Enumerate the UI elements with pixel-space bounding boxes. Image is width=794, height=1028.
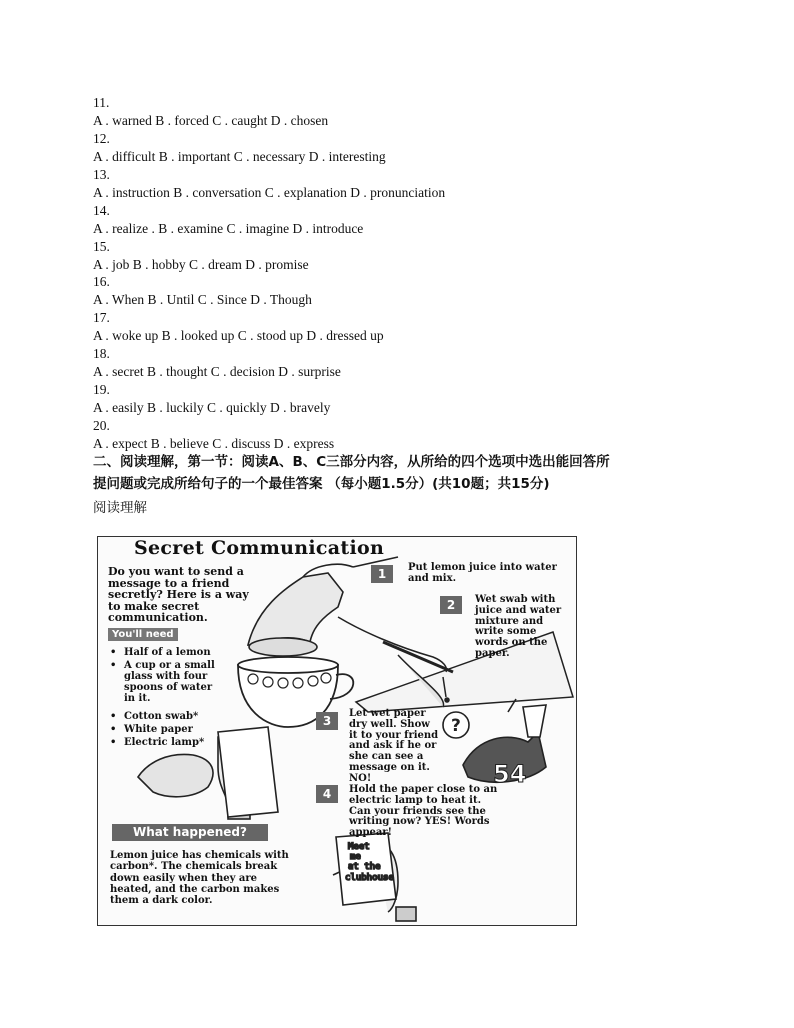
card-line: clubhouse — [345, 873, 394, 883]
step-number: 3 — [316, 712, 338, 730]
question-number: 20. — [93, 418, 110, 433]
step-text: Let wet paper dry well. Show it to your friend and ask if he or she can see a message on it. NO! — [349, 708, 439, 784]
question-number: 13. — [93, 167, 110, 182]
question-number: 17. — [93, 310, 110, 325]
what-happened-text: Lemon juice has chemicals with carbon*. The chemicals break down easily when they are heated, and the carbon makes them a dark color. — [110, 850, 289, 907]
secret-communication-poster — [97, 536, 577, 926]
message-card-illustration — [333, 833, 416, 921]
step-number: 1 — [371, 565, 393, 583]
question-number: 15. — [93, 239, 110, 254]
question-options: A . warned B . forced C . caught D . chosen — [93, 113, 329, 128]
need-label: You'll need — [108, 628, 178, 641]
need-item: • Half of a lemon — [108, 647, 226, 658]
step-text: Put lemon juice into water and mix. — [408, 562, 557, 584]
question-number: 18. — [93, 346, 110, 361]
step-number: 2 — [440, 596, 462, 614]
question-options: A . secret B . thought C . decision D . surprise — [93, 364, 341, 379]
need-list — [108, 647, 226, 706]
need-item: • A cup or a small glass with four spoons of water in it. — [108, 660, 226, 704]
question-number: 12. — [93, 131, 110, 146]
need-item: • Electric lamp* — [108, 737, 226, 748]
card-line: Meet — [348, 842, 370, 852]
svg-text:?: ? — [451, 716, 461, 736]
question-options: A . job B . hobby C . dream D . promise — [93, 257, 309, 272]
question-options: A . expect B . believe C . discuss D . express — [93, 436, 335, 451]
what-happened-label: What happened? — [112, 824, 268, 841]
step-text: Hold the paper close to an electric lamp to heat it. Can your friends see the writing now? YES! Words appear! — [349, 784, 498, 839]
question-options: A . When B . Until C . Since D . Though — [93, 292, 312, 307]
section-subheading: 阅读理解 — [93, 500, 147, 516]
need-item: • Cotton swab* — [108, 711, 226, 722]
question-number: 11. — [93, 95, 110, 110]
card-line: me — [350, 852, 361, 862]
question-number: 14. — [93, 203, 110, 218]
step-number: 4 — [316, 785, 338, 803]
question-options: A . realize . B . examine C . imagine D . introduce — [93, 221, 364, 236]
question-options: A . woke up B . looked up C . stood up D . dressed up — [93, 328, 384, 343]
question-number: 19. — [93, 382, 110, 397]
question-number: 16. — [93, 274, 110, 289]
need-list-2 — [108, 711, 226, 750]
step-text: Wet swab with juice and water mixture and write some words on the paper. — [475, 594, 562, 659]
card-line: at the — [348, 862, 381, 872]
thinking-kid-illustration — [443, 699, 546, 788]
question-options: A . easily B . luckily C . quickly D . bravely — [93, 400, 331, 415]
question-options: A . difficult B . important C . necessary D . interesting — [93, 149, 386, 164]
need-item: • White paper — [108, 724, 226, 735]
section-heading-line1: 二、阅读理解，第一节：阅读A、B、C三部分内容，从所给的四个选项中选出能回答所 — [93, 454, 610, 470]
question-options: A . instruction B . conversation C . explanation D . pronunciation — [93, 185, 446, 200]
figure-number: 54 — [493, 760, 527, 788]
section-heading-line2: 提问题或完成所给句子的一个最佳答案 （每小题1.5分）(共10题；共15分) — [93, 476, 550, 492]
poster-intro: Do you want to send a message to a friend secretly? Here is a way to make secret communication. — [108, 565, 249, 624]
poster-title: Secret Communication — [134, 537, 385, 559]
